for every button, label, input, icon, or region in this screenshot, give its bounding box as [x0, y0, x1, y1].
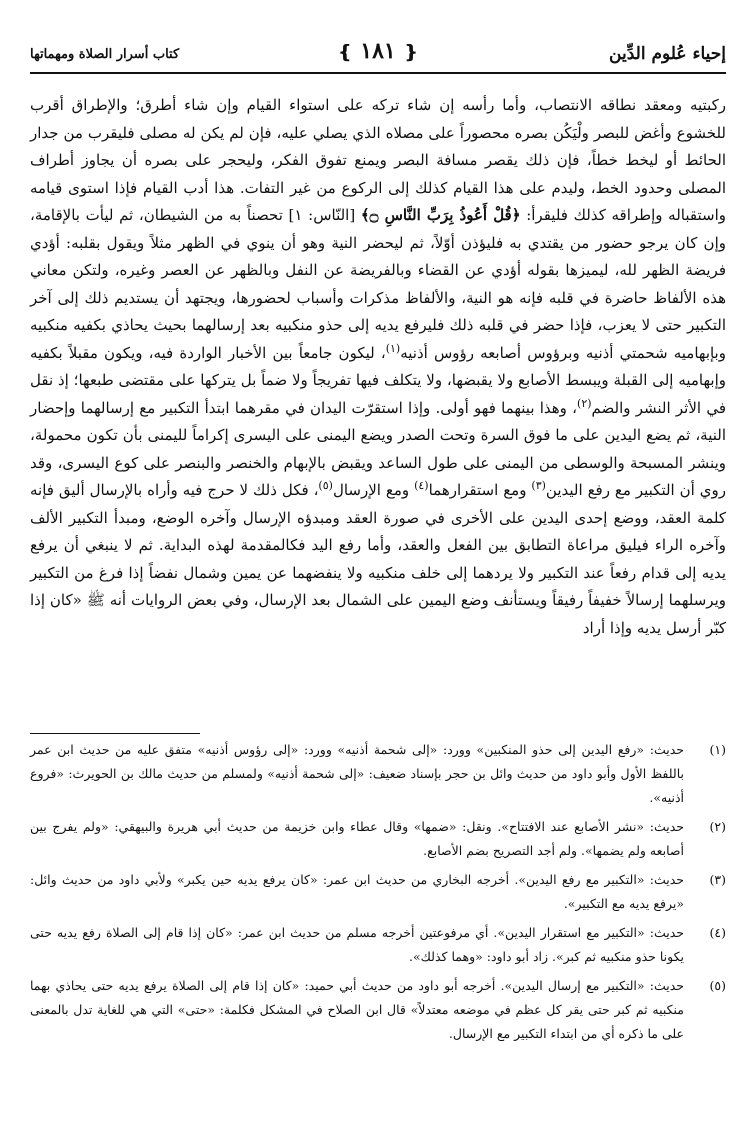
footnote-ref[interactable]: (٣) [531, 479, 546, 492]
page-number-ornament [338, 38, 419, 64]
text-segment: ، فكل ذلك لا حرج فيه وأراه بالإرسال أليق فإنه كلمة العقد، ووضع إحدى اليدين على الأخرى في صورة العقد ومبدؤه الإرسال وآخره الوضع، ومبدأ التكبير الألف وآخره الراء فيليق مراعاة التطابق بين الفعل والعقد، وأما رفع اليد فكالمقدمة لهذه البداية. ثم لا ينبغي أن يرفع يديه إلى قدام رفعاً عند التكبير ولا يردهما إلى خلف منكبيه ولا ينفضهما عن يمين وشمال نفضاً إذا فرغ من التكبير ويرسلهما إرسالاً خفيفاً رفيقاً ويستأنف وضع اليمين على الشمال بعد الإرسال، وفي بعض الروايات أنه ﷺ «كان إذا كبّر أرسل يديه وإذا أراد [30, 481, 726, 637]
text-segment: ، ليكون جامعاً بين الأخبار الواردة فيه، ويكون مقبلاً بكفيه وإبهاميه إلى القبلة ويبسط الأصابع ولا يقبضها، ولا يتكلف فيها تفريجاً ولا ضماً بل يتركها على مقتضى طبعها؛ إذ نقل في الأثر النشر والضم [30, 343, 726, 417]
footnote-ref[interactable]: (١) [385, 341, 401, 355]
footnote-number: (١) [709, 742, 726, 757]
book-title: إحياء عُلوم الدِّين [609, 44, 726, 64]
main-text [30, 92, 726, 642]
footnote-ref[interactable]: (٢) [577, 396, 592, 410]
page-number: ١٨١ [360, 38, 396, 64]
chapter-title: كتاب أسرار الصلاة ومهماتها [30, 46, 180, 62]
footnote-text: حديث: «التكبير مع إرسال اليدين». أخرجه أبو داود من حديث أبي حميد: «كان إذا قام إلى الصلاة يرفع يديه حتى يحاذي بهما منكبيه ثم كبر حتى يقر كل عظم في موضعه معتدلاً» قال ابن الصلاح في المشكل فكلمة: «حتى» التي هي للغاية تدل بالمعنى على ما ذكره أي من ابتداء التكبير مع الإرسال. [30, 978, 684, 1041]
footnote-item [30, 868, 726, 916]
footnote-ref[interactable]: (٤) [414, 479, 429, 492]
page-header [30, 36, 726, 74]
footnote-text: حديث: «التكبير مع رفع اليدين». أخرجه البخاري من حديث ابن عمر: «كان يرفع يديه حين يكبر» ولأبي داود من حديث وائل: «يرفع يديه مع التكبير». [30, 872, 684, 911]
footnotes [30, 738, 726, 1051]
footnote-item [30, 921, 726, 969]
ornament-left-icon: ❵ [337, 42, 353, 63]
footnote-number: (٤) [709, 925, 726, 940]
footnote-divider [30, 733, 200, 734]
text-segment: ركبتيه ومعقد نطاقه الانتصاب، وأما رأسه إن شاء تركه على استواء القيام وإن شاء أطرق؛ والإطراق أقرب للخشوع وأغض للبصر ولْيَكُن بصره محصوراً على مصلاه الذي يصلي عليه، فإن لم يكن له مصلى فليقرب من جدار الحائط أو ليخط خطاً، فإن ذلك يقصر مسافة البصر ويمنع تفوق الفكر، وليحجر على بصره أن يجاوز أطراف المصلى وحدود الخط، وليدم على هذا القيام كذلك إلى الركوع من غير التفات. هذا أدب القيام فإذا استوى قيامه واستقباله وإطراقه كذلك فليقرأ: [30, 96, 726, 224]
footnote-item [30, 738, 726, 810]
footnote-text: حديث: «التكبير مع استقرار اليدين». أي مرفوعتين أخرجه مسلم من حديث ابن عمر: «كان إذا قام إلى الصلاة رفع يديه حتى يكونا حذو منكبيه ثم كبر». زاد أبو داود: «وهما كذلك». [30, 925, 684, 964]
footnote-number: (٣) [709, 872, 726, 887]
footnote-number: (٥) [709, 978, 726, 993]
text-segment: ومع استقرارهما [428, 481, 532, 499]
quran-verse: ﴿قُلْ أَعُوذُ بِرَبِّ النَّاسِ ۝﴾ [360, 206, 521, 224]
text-segment: ، وهذا بينهما فهو أولى. وإذا استقرّت اليدان في مقرهما ابتدأ التكبير مع إرسالهما وإحضار النية، ثم يضع اليدين على ما فوق السرة وتحت الصدر ويضع اليمنى على اليسرى إكراماً لليمنى بأن تكون محمولة، وينشر المسبحة والوسطى من اليمنى على طول الساعد ويقبض بالإبهام والخنصر والبنصر على كوع اليسرى، وقد روي أن التكبير مع رفع اليدين [30, 398, 726, 499]
ornament-right-icon: ❴ [403, 42, 419, 63]
footnote-text: حديث: «نشر الأصابع عند الافتتاح». ونقل: «ضمها» وقال عطاء وابن خزيمة من حديث أبي هريرة والبيهقي: «ولم يفرج بين أصابعه ولم يضمها». ولم أجد التصريح بضم الأصابع. [30, 819, 684, 858]
footnote-text: حديث: «رفع اليدين إلى حذو المنكبين» وورد: «إلى شحمة أذنيه» وورد: «إلى رؤوس أذنيه» متفق عليه من حديث ابن عمر باللفظ الأول وأبو داود من حديث وائل بن حجر بإسناد ضعيف: «إلى شحمة أذنيه» ولمسلم من حديث مالك بن الحويرث: «فروع أذنيه». [30, 742, 684, 805]
footnote-number: (٢) [709, 819, 726, 834]
footnote-item [30, 815, 726, 863]
body-paragraph [30, 92, 726, 642]
footnote-ref[interactable]: (٥) [318, 479, 333, 492]
footnote-item [30, 974, 726, 1046]
text-segment: [النّاس: ١] تحصناً به من الشيطان، ثم ليأت بالإقامة، وإن كان يرجو حضور من يقتدي به فليؤذن أوّلاً، ثم ليحضر النية وهو أن ينوي في الظهر مثلاً ويقول بقلبه: أؤدي فريضة الظهر لله، ليميزها بقوله أؤدي عن القضاء وبالفريضة عن النفل وبالظهر عن العصر وغيره، ولتكن معاني هذه الألفاظ حاضرة في قلبه فإنه هو النية، والألفاظ مذكرات وأسباب لحضورها، ويجتهد أن يستديم ذلك إلى آخر التكبير حتى لا يعزب، فإذا حضر في قلبه ذلك فليرفع يديه إلى حذو منكبيه بعد إرسالهما بحيث يحاذي بكفيه منكبيه وبإبهاميه شحمتي أذنيه وبرؤوس أصابعه رؤوس أذنيه [30, 206, 726, 362]
text-segment: ومع الإرسال [332, 481, 415, 499]
